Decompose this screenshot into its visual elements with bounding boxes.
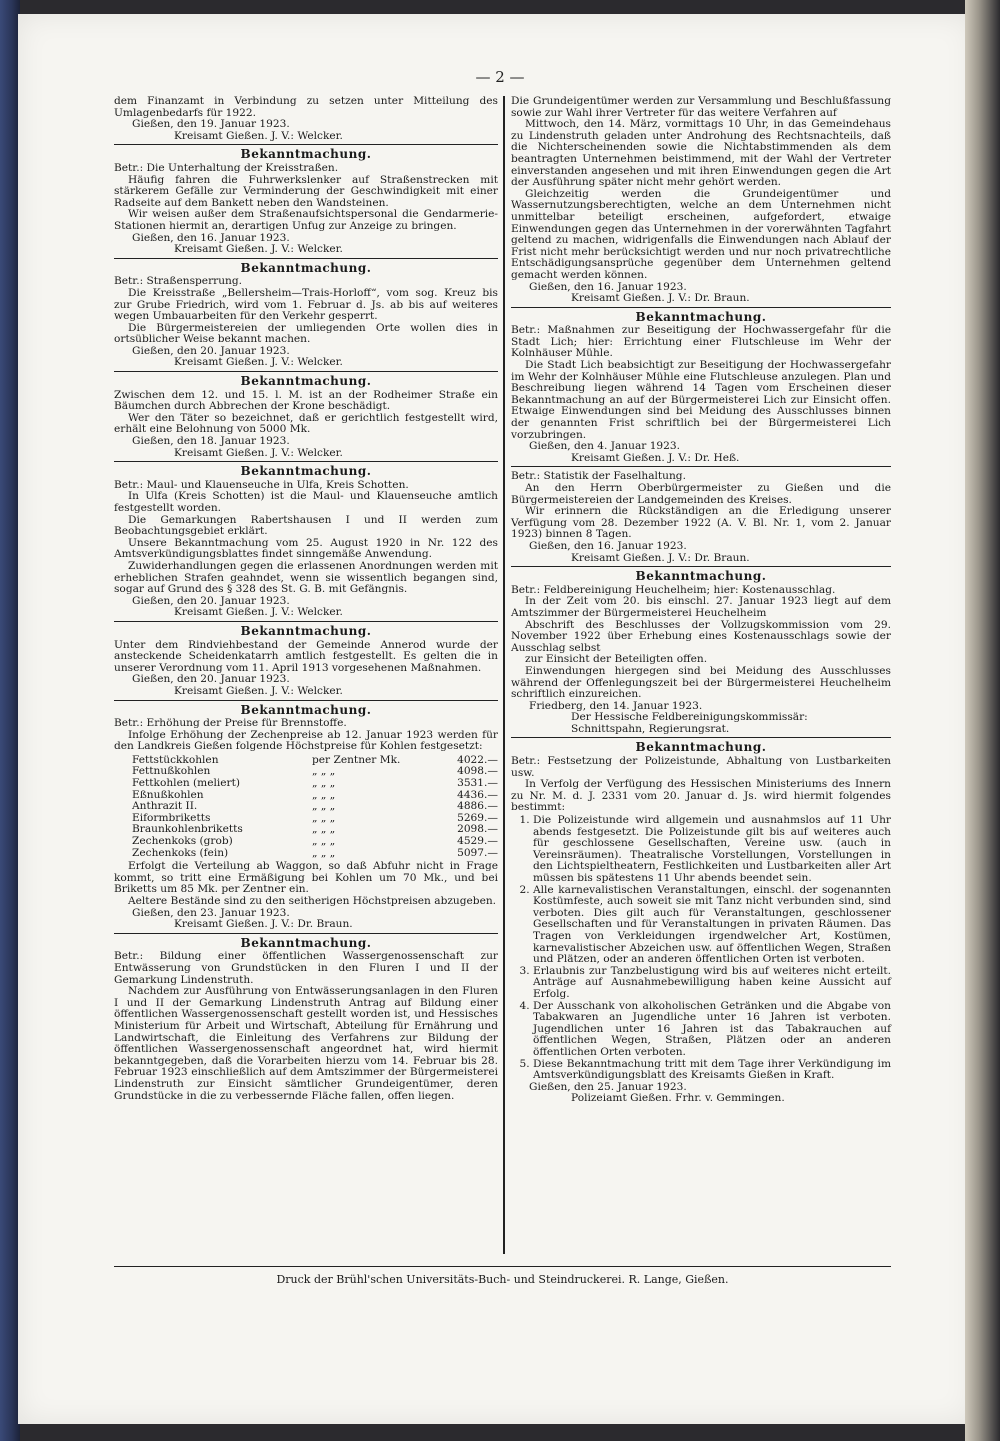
price-value: 2098.— <box>457 823 498 836</box>
decree-list <box>511 815 891 1082</box>
decree-item: 4. Der Ausschank von alkoholischen Getränken und die Abgabe von Tabakwaren an Jugendliche unter 16 Jahren ist verboten. Jugendlichen unter 16 Jahren ist das Tabakrauchen auf öffentlichen Wegen, Straßen, Plätzen oder an anderen öffentlichen Orten verboten. <box>533 1001 891 1059</box>
notice-paragraph: Die Stadt Lich beabsichtigt zur Beseitigung der Hochwassergefahr im Wehr der Kolnhäuser Mühle eine Flutschleuse anzulegen. Plan und Beschreibung liegen während 14 Tagen vom Erscheinen dieser Bekanntmachung an auf der Bürgermeisterei Lich zur Einsicht offen. Etwaige Einwendungen sind bei Meidung des Ausschlusses binnen der genannten Frist schriftlich bei der Bürgermeisterei Lich vorzubringen. <box>511 359 891 441</box>
decree-item: 1. Die Polizeistunde wird allgemein und ausnahmslos auf 11 Uhr abends festgesetzt. Die Polizeistunde gilt bis auf weiteres auch für geschlossene Gesellschaften, Vereine usw. (auch in Vereinsräumen). Theatralische Vorstellungen, Vorstellungen in den Lichtspieltheatern, Festlichkeiten und Lustbarkeiten aller Art müssen bis spätestens 11 Uhr abends beendet sein. <box>533 815 891 885</box>
notice-paragraph: Infolge Erhöhung der Zechenpreise ab 12. Januar 1923 werden für den Landkreis Gießen folgende Höchstpreise für Kohlen festgesetzt: <box>114 728 498 753</box>
notice-date: Gießen, den 16. Januar 1923. <box>529 280 687 293</box>
page-edge <box>965 0 1000 1441</box>
decree-item: 3. Erlaubnis zur Tanzbelustigung wird bis auf weiteres nicht erteilt. Anträge auf Ausnahmebewilligung haben keine Aussicht auf Erfolg. <box>533 966 891 1001</box>
notice-paragraph: Aeltere Bestände sind zu den seitherigen Höchstpreisen abzugeben. <box>128 895 497 907</box>
notice-signature: Kreisamt Gießen. J. V.: Welcker. <box>174 446 343 459</box>
left-column <box>114 96 498 1108</box>
notice-heading: Bekanntmachung. <box>635 740 767 755</box>
price-value: 5097.— <box>457 846 498 859</box>
notice-signature: Kreisamt Gießen. J. V.: Welcker. <box>174 129 343 142</box>
notice-heading: Bekanntmachung. <box>635 309 767 324</box>
price-value: 5269.— <box>457 811 498 824</box>
notice-paragraph: Unsere Bekanntmachung vom 25. August 1920 in Nr. 122 des Amtsverkündigungsblattes findet sinngemäße Anwendung. <box>114 536 498 561</box>
notice-signature: Kreisamt Gießen. J. V.: Welcker. <box>174 243 343 256</box>
notice-date: Gießen, den 23. Januar 1923. <box>132 906 290 919</box>
notice-date: Gießen, den 4. Januar 1923. <box>529 440 681 453</box>
notice-date: Gießen, den 16. Januar 1923. <box>529 539 687 552</box>
notice-date: Gießen, den 16. Januar 1923. <box>132 231 290 244</box>
notice-date: Friedberg, den 14. Januar 1923. <box>529 699 703 712</box>
notice-paragraph: zur Einsicht der Beteiligten offen. <box>525 653 708 666</box>
notice-section <box>114 376 498 462</box>
price-unit: per Zentner Mk. <box>312 753 401 766</box>
notice-paragraph: An den Herrn Oberbürgermeister zu Gießen und die Bürgermeistereien der Landgemeinden des Kreises. <box>511 482 891 506</box>
notice-section <box>114 96 498 145</box>
fuel-name: Braunkohlenbriketts <box>132 823 243 836</box>
notice-heading: Bekanntmachung. <box>240 464 372 479</box>
notice-section <box>511 96 891 308</box>
notice-section <box>114 623 498 701</box>
notice-section <box>511 742 891 1106</box>
notice-paragraph: Betr.: Maßnahmen zur Beseitigung der Hochwassergefahr für die Stadt Lich; hier: Errichtung einer Flutschleuse im Wehr der Kolnhäuser Mühle. <box>511 324 891 360</box>
notice-heading: Bekanntmachung. <box>240 260 372 275</box>
notice-paragraph: Die Bürgermeistereien der umliegenden Orte wollen dies in ortsüblicher Weise bekannt machen. <box>114 321 498 346</box>
notice-signature: Kreisamt Gießen. J. V.: Dr. Braun. <box>571 551 750 564</box>
decree-item: 2. Alle karnevalistischen Veranstaltungen, einschl. der sogenannten Kostümfeste, auch soweit sie mit Tanz nicht verbunden sind, sind verboten. Dies gilt auch für Veranstaltungen, geschlossener Gesellschaften und für Veranstaltungen in privaten Räumen. Das Tragen von Verkleidungen irgendwelcher Art, Kostümen, karnevalistischer Abzeichen usw. auf öffentlichen Wegen, Straßen und Plätzen, oder an anderen öffentlichen Orten ist verboten. <box>533 885 891 966</box>
notice-paragraph: Die Kreisstraße „Bellersheim—Trais-Horloff“, vom sog. Kreuz bis zur Grube Friedrich, wird vom 1. Februar d. Js. ab bis auf weiteres wegen Umbauarbeiten für den Verkehr gesperrt. <box>114 286 498 323</box>
price-unit: „ „ „ <box>312 800 336 813</box>
notice-paragraph: In Ulfa (Kreis Schotten) ist die Maul- und Klauenseuche amtlich festgestellt worden. <box>114 490 498 514</box>
fuel-name: Fettnußkohlen <box>132 765 211 778</box>
notice-heading: Bekanntmachung. <box>240 374 372 389</box>
notice-paragraph: Betr.: Bildung einer öffentlichen Wassergenossenschaft zur Entwässerung von Grundstücken in den Fluren I und II der Gemarkung Lindenstruth. <box>114 950 498 986</box>
notice-paragraph: Die Gemarkungen Rabertshausen I und II werden zum Beobachtungsgebiet erklärt. <box>114 513 498 538</box>
notice-section <box>114 149 498 258</box>
price-row <box>132 778 498 790</box>
notice-paragraph: Häufig fahren die Fuhrwerkslenker auf Straßenstrecken mit stärkerem Gefälle zur Verminderung der Geschwindigkeit mit einer Radseite auf dem Bankett neben den Wandsteinen. <box>114 173 498 209</box>
fuel-name: Fettstückkohlen <box>132 753 219 766</box>
column-divider <box>503 96 505 1254</box>
fuel-name: Eßnußkohlen <box>132 788 204 801</box>
price-unit: „ „ „ <box>312 823 336 836</box>
price-unit: „ „ „ <box>312 788 336 801</box>
notice-paragraph: Zuwiderhandlungen gegen die erlassenen Anordnungen werden mit erheblichen Strafen geahndet, wenn sie wissentlich begangen sind, sogar auf Grund des § 328 des St. G. B. mit Gefängnis. <box>114 559 498 596</box>
notice-paragraph: Betr.: Straßensperrung. <box>114 275 242 288</box>
notice-paragraph: Betr.: Erhöhung der Preise für Brennstoffe. <box>114 717 347 730</box>
price-unit: „ „ „ <box>312 835 336 848</box>
notice-heading: Bekanntmachung. <box>635 569 767 584</box>
printer-imprint: Druck der Brühl'schen Universitäts-Buch- und Steindruckerei. R. Lange, Gießen. <box>114 1266 891 1286</box>
notice-date: Gießen, den 19. Januar 1923. <box>132 118 290 131</box>
notice-section <box>511 309 891 468</box>
notice-paragraph: Zwischen dem 12. und 15. l. M. ist an der Rodheimer Straße ein Bäumchen durch Abbrechen der Krone beschädigt. <box>114 388 498 413</box>
notice-heading: Bekanntmachung. <box>240 702 372 717</box>
notice-paragraph: Erfolgt die Verteilung ab Waggon, so daß Abfuhr nicht in Frage kommt, so tritt eine Ermäßigung bei Kohlen um 70 Mk., und bei Briketts um 85 Mk. per Zentner ein. <box>114 860 498 896</box>
notice-paragraph: Unter dem Rindviehbestand der Gemeinde Annerod wurde der ansteckende Scheidenkatarrh amtlich festgestellt. Es gelten die in unserer Verordnung vom 11. April 1913 vorgesehenen Maßnahmen. <box>114 638 498 674</box>
notice-section <box>114 466 498 622</box>
notice-paragraph: Wir erinnern die Rückständigen an die Erledigung unserer Verfügung vom 28. Dezember 1922 (A. V. Bl. Nr. 1, vom 2. Januar 1923) binnen 8 Tagen. <box>511 505 891 541</box>
notice-signature: Kreisamt Gießen. J. V.: Dr. Braun. <box>174 918 353 931</box>
notice-paragraph: Wir weisen außer dem Straßenaufsichtspersonal die Gendarmerie-Stationen hiermit an, derartigen Unfug zur Anzeige zu bringen. <box>114 208 498 232</box>
fuel-name: Zechenkoks (fein) <box>132 846 229 859</box>
notice-paragraph: Die Grundeigentümer werden zur Versammlung und Beschlußfassung sowie zur Wahl ihrer Vertreter für das weitere Verfahren auf <box>511 95 891 119</box>
notice-date: Gießen, den 20. Januar 1923. <box>132 673 290 686</box>
price-table <box>132 755 498 859</box>
notice-paragraph: Betr.: Die Unterhaltung der Kreisstraßen. <box>114 161 339 174</box>
notice-paragraph: Wer den Täter so bezeichnet, daß er gerichtlich festgestellt wird, erhält eine Belohnung von 5000 Mk. <box>114 411 498 436</box>
notice-signature: Kreisamt Gießen. J. V.: Dr. Heß. <box>571 451 740 464</box>
notice-heading: Bekanntmachung. <box>240 935 372 950</box>
price-value: 3531.— <box>457 777 498 790</box>
notice-paragraph: Betr.: Feldbereinigung Heuchelheim; hier: Kostenausschlag. <box>511 583 836 596</box>
price-unit: „ „ „ <box>312 811 336 824</box>
price-unit: „ „ „ <box>312 765 336 778</box>
price-row <box>132 836 498 848</box>
notice-signature: Kreisamt Gießen. J. V.: Welcker. <box>174 606 343 619</box>
notice-paragraph: dem Finanzamt in Verbindung zu setzen unter Mitteilung des Umlagenbedarfs für 1922. <box>114 95 498 119</box>
fuel-name: Fettkohlen (meliert) <box>132 777 240 790</box>
notice-signature: Kreisamt Gießen. J. V.: Welcker. <box>174 356 343 369</box>
price-value: 4886.— <box>457 800 498 813</box>
notice-section <box>511 471 891 567</box>
price-value: 4098.— <box>457 765 498 778</box>
notice-section <box>114 702 498 934</box>
notice-section <box>511 571 891 738</box>
price-unit: „ „ „ <box>312 846 336 859</box>
price-row <box>132 848 498 860</box>
notice-date: Gießen, den 20. Januar 1923. <box>132 594 290 607</box>
notice-signature: Polizeiamt Gießen. Frhr. v. Gemmingen. <box>571 1092 785 1105</box>
notice-paragraph: Betr.: Statistik der Faselhaltung. <box>511 470 686 483</box>
book-binding <box>0 0 20 1441</box>
right-column <box>511 96 891 1111</box>
fuel-name: Eiformbriketts <box>132 811 211 824</box>
decree-item: 5. Diese Bekanntmachung tritt mit dem Tage ihrer Verkündigung im Amtsverkündigungsblatt des Kreisamts Gießen in Kraft. <box>533 1059 891 1082</box>
fuel-name: Anthrazit II. <box>132 800 198 813</box>
notice-date: Gießen, den 25. Januar 1923. <box>529 1080 687 1093</box>
price-value: 4022.— <box>457 753 498 766</box>
notice-heading: Bekanntmachung. <box>240 147 372 162</box>
notice-date: Gießen, den 18. Januar 1923. <box>132 435 290 448</box>
notice-paragraph: Abschrift des Beschlusses der Vollzugskommission vom 29. November 1922 über Erhebung eines Kostenausschlags sowie der Ausschlag selbst <box>511 618 891 654</box>
notice-paragraph: In Verfolg der Verfügung des Hessischen Ministeriums des Innern zu Nr. M. d. J. 2331 vom 20. Januar d. Js. wird hiermit folgendes bestimmt: <box>511 778 891 814</box>
fuel-name: Zechenkoks (grob) <box>132 835 233 848</box>
notice-paragraph: In der Zeit vom 20. bis einschl. 27. Januar 1923 liegt auf dem Amtszimmer der Bürgermeisterei Heuchelheim <box>511 595 891 619</box>
notice-section <box>114 260 498 372</box>
notice-paragraph: Nachdem zur Ausführung von Entwässerungsanlagen in den Fluren I und II der Gemarkung Lindenstruth Antrag auf Bildung einer öffentlichen Wassergenossenschaft gestellt worden ist, und Hessisches Ministerium für Arbeit und Wirtschaft, Abteilung für Ernährung und Landwirtschaft, die Einleitung des Verfahrens zur Bildung der öffentlichen Wassergenossenschaft angeordnet hat, wird hiermit bekanntgegeben, daß die Vorarbeiten hierzu vom 14. Februar bis 28. Februar 1923 einschließlich auf dem Amtszimmer der Bürgermeisterei Lindenstruth zur Einsicht sämtlicher Grundeigentümer, deren Grundstücke in die zu verbessernde Fläche fallen, offen liegen. <box>114 985 498 1102</box>
price-value: 4529.— <box>457 835 498 848</box>
notice-paragraph: Gleichzeitig werden die Grundeigentümer und Wassernutzungsberechtigten, welche an dem Unternehmen nicht unmittelbar beteiligt erscheinen, aufgefordert, etwaige Einwendungen gegen das Unternehmen in der vorerwähnten Tagfahrt geltend zu machen, widrigenfalls die Einwendungen nach Ablauf der Frist nicht mehr berücksichtigt werden und nur noch privatrechtliche Entschädigungsansprüche gegenüber dem Unternehmen geltend gemacht werden können. <box>511 187 891 281</box>
notice-signature: Kreisamt Gießen. J. V.: Welcker. <box>174 684 343 697</box>
notice-signature: Kreisamt Gießen. J. V.: Dr. Braun. <box>571 292 750 305</box>
notice-date: Gießen, den 20. Januar 1923. <box>132 344 290 357</box>
notice-paragraph: Betr.: Festsetzung der Polizeistunde, Abhaltung von Lustbarkeiten usw. <box>511 755 891 779</box>
notice-signature: Schnittspahn, Regierungsrat. <box>571 722 730 735</box>
notice-section <box>114 935 498 1104</box>
page-number: — 2 — <box>475 68 525 86</box>
notice-paragraph: Einwendungen hiergegen sind bei Meidung des Ausschlusses während der Offenlegungszeit bei der Bürgermeisterei Heuchelheim schriftlich einzureichen. <box>511 664 891 701</box>
notice-paragraph: Mittwoch, den 14. März, vormittags 10 Uhr, in das Gemeindehaus zu Lindenstruth geladen unter Androhung des Rechtsnachteils, daß die Nichterscheinenden sowie die Nichtabstimmenden als dem beantragten Unternehmen beistimmend, mit der Wahl der Vertreter einverstanden angesehen und mit ihren Einwendungen gegen die Art der Ausführung später nicht mehr gehört werden. <box>511 118 891 189</box>
notice-signature: Der Hessische Feldbereinigungskommissär: <box>571 711 808 724</box>
notice-paragraph: Betr.: Maul- und Klauenseuche in Ulfa, Kreis Schotten. <box>114 478 409 491</box>
price-value: 4436.— <box>457 788 498 801</box>
notice-heading: Bekanntmachung. <box>240 623 372 638</box>
price-unit: „ „ „ <box>312 777 336 790</box>
